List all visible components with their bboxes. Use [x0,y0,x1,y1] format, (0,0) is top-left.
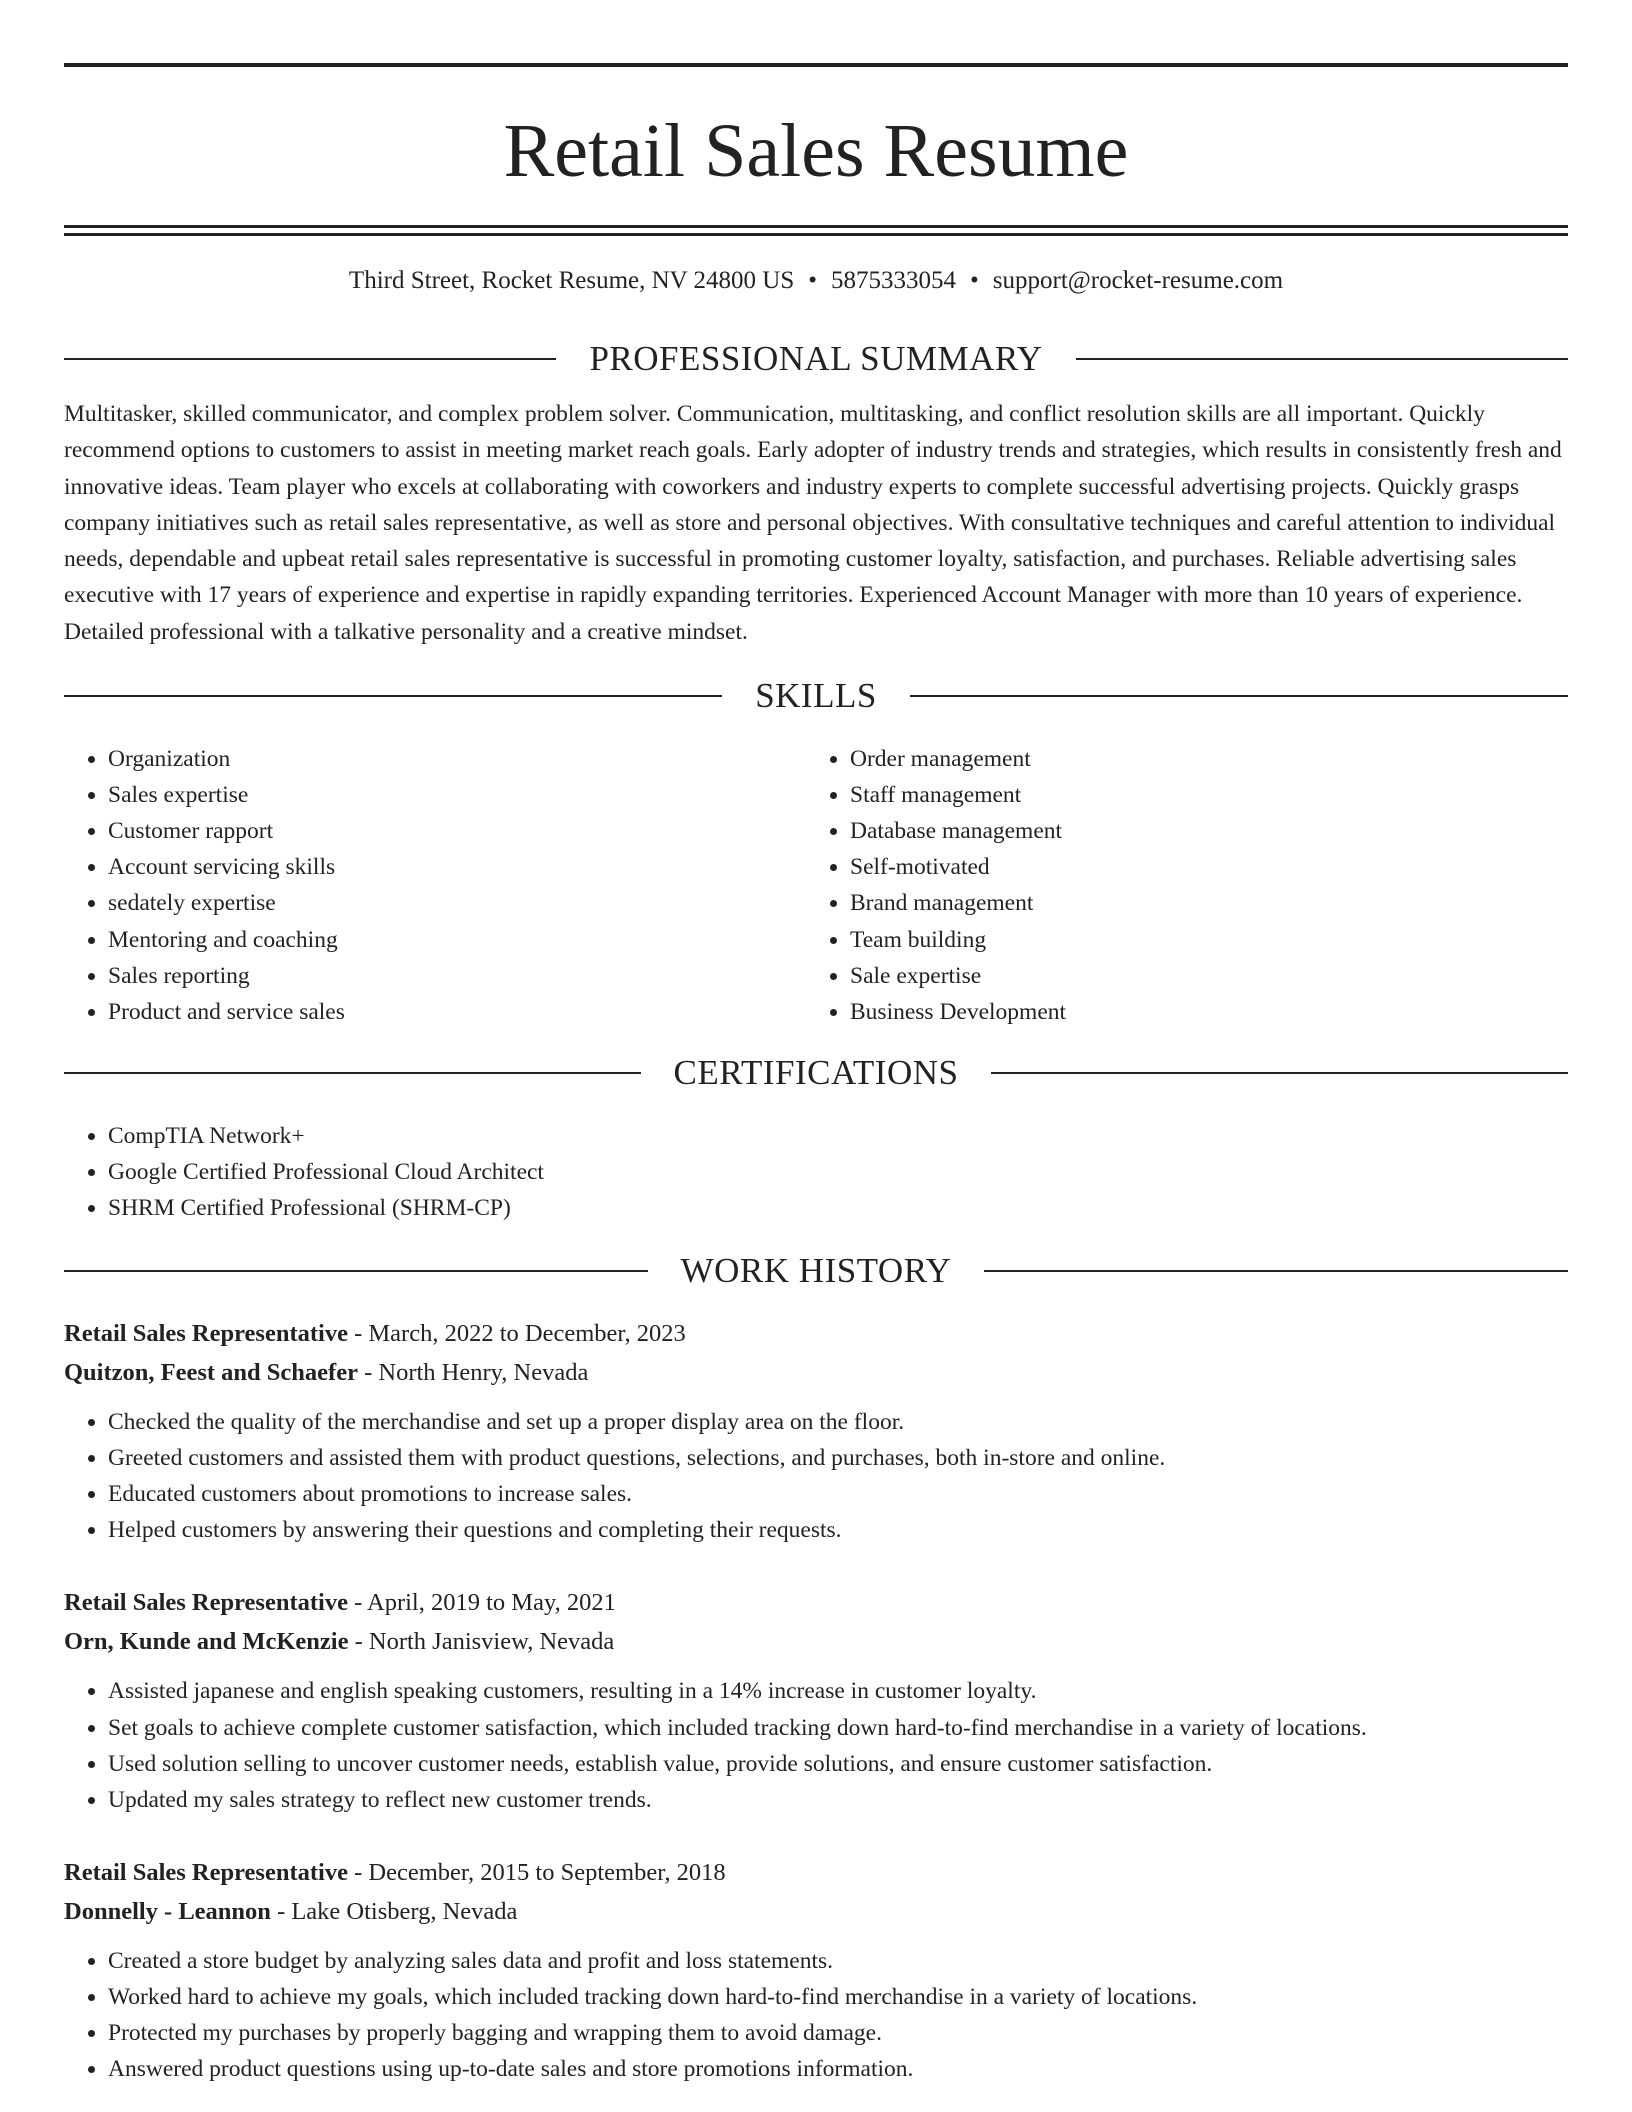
heading-rule-right [1076,358,1568,360]
job-dates: - March, 2022 to December, 2023 [347,1320,686,1348]
certifications-heading [64,1050,1568,1096]
job-company: Donnelly - Leannon [64,1897,271,1925]
resume-page [64,0,1568,2087]
job-bullet: • Updated my sales strategy to reflect new customer trends. [108,1782,1568,1818]
heading-rule-left [64,1072,641,1074]
job-location: - Lake Otisberg, Nevada [270,1897,518,1925]
contact-email: support@rocket-resume.com [992,267,1284,294]
heading-rule-left [64,1270,648,1272]
skill-item: • Sales expertise [108,777,806,813]
job-bullet: • Greeted customers and assisted them with product questions, selections, and purchases, both in-store and online. [108,1440,1568,1476]
skill-item: • Business Development [850,994,1548,1030]
job-bullets [64,1943,1568,2087]
skill-item: • Sale expertise [850,958,1548,994]
job-bullet: • Worked hard to achieve my goals, which included tracking down hard-to-find merchandise in a variety of locations. [108,1979,1568,2015]
top-rule [64,63,1568,67]
heading-rule-right [910,695,1568,697]
job-entry [64,1853,1568,2087]
job-bullets [64,1673,1568,1817]
skill-item: • Organization [108,741,806,777]
job-dates: - December, 2015 to September, 2018 [347,1858,726,1886]
skill-item: • Order management [850,741,1548,777]
job-location: - North Henry, Nevada [357,1359,589,1387]
job-role: Retail Sales Representative [64,1589,348,1617]
job-role-line [64,1583,1568,1622]
job-bullet: • Checked the quality of the merchandise and set up a proper display area on the floor. [108,1404,1568,1440]
certifications-heading-label: CERTIFICATIONS [673,1052,959,1092]
skill-item: • Staff management [850,777,1548,813]
job-role-line [64,1314,1568,1353]
skills-heading-label: SKILLS [755,676,877,716]
job-bullet: • Answered product questions using up-to-date sales and store promotions information. [108,2051,1568,2087]
skill-item: • Product and service sales [108,994,806,1030]
job-bullets [64,1404,1568,1548]
contact-phone: 5875333054 [831,267,957,294]
heading-rule-right [984,1270,1568,1272]
job-role-line [64,1853,1568,1892]
skill-item: • Brand management [850,885,1548,921]
contact-separator: • [970,267,979,294]
job-bullet: • Helped customers by answering their questions and completing their requests. [108,1512,1568,1548]
summary-text: Multitasker, skilled communicator, and complex problem solver. Communication, multitasking, and conflict resolution skills are all important. Quickly recommend options to customers to assist in meeting market reach goals. Early adopter of industry trends and strategies, which results in consistently fresh and innovative ideas. Team player who excels at collaborating with coworkers and industry experts to complete successful advertising projects. Quickly grasps company initiatives such as retail sales representative, as well as store and personal objectives. With consultative techniques and careful attention to individual needs, dependable and upbeat retail sales representative is successful in promoting customer loyalty, satisfaction, and purchases. Reliable advertising sales executive with 17 years of experience and expertise in rapidly expanding territories. Experienced Account Manager with more than 10 years of experience. Detailed professional with a talkative personality and a creative mindset. [64,401,1562,645]
title-double-rule [64,225,1568,236]
summary-heading-label: PROFESSIONAL SUMMARY [589,339,1043,378]
certification-item: • Google Certified Professional Cloud Architect [108,1154,1568,1190]
job-dates: - April, 2019 to May, 2021 [347,1589,616,1617]
job-bullet: • Educated customers about promotions to increase sales. [108,1476,1568,1512]
job-company: Quitzon, Feest and Schaefer [64,1359,358,1387]
skills-heading [64,673,1568,719]
skills-list [64,741,1568,1030]
job-company-line [64,1353,1568,1392]
certification-item: • SHRM Certified Professional (SHRM-CP) [108,1190,1568,1226]
skills-column-left [64,741,806,1030]
skill-item: • Sales reporting [108,958,806,994]
job-bullet: • Used solution selling to uncover customer needs, establish value, provide solutions, and ensure customer satisfaction. [108,1746,1568,1782]
heading-rule-left [64,695,722,697]
skill-item: • Team building [850,922,1548,958]
contact-separator: • [808,267,818,294]
job-bullet: • Created a store budget by analyzing sales data and profit and loss statements. [108,1943,1568,1979]
job-company-line [64,1622,1568,1661]
skill-item: • Customer rapport [108,813,806,849]
certification-item: • CompTIA Network+ [108,1118,1568,1154]
job-bullet: • Set goals to achieve complete customer satisfaction, which included tracking down hard-to-find merchandise in a variety of locations. [108,1710,1568,1746]
contact-line [64,264,1568,298]
certifications-list [64,1118,1568,1226]
job-entry [64,1314,1568,1548]
skill-item: • Database management [850,813,1548,849]
job-company: Orn, Kunde and McKenzie [64,1628,349,1656]
heading-rule-right [991,1072,1568,1074]
skill-item: • Account servicing skills [108,849,806,885]
job-role: Retail Sales Representative [64,1858,348,1886]
heading-rule-left [64,358,556,360]
job-bullet: • Assisted japanese and english speaking customers, resulting in a 14% increase in customer loyalty. [108,1673,1568,1709]
job-entry [64,1583,1568,1817]
skill-item: • Self-motivated [850,849,1548,885]
job-role: Retail Sales Representative [64,1320,348,1348]
contact-address: Third Street, Rocket Resume, NV 24800 US [348,267,795,294]
work-history-heading-label: WORK HISTORY [680,1251,952,1291]
resume-title: Retail Sales Resume [503,109,1129,193]
skill-item: • Mentoring and coaching [108,922,806,958]
job-company-line [64,1892,1568,1931]
job-bullet: • Protected my purchases by properly bagging and wrapping them to avoid damage. [108,2015,1568,2051]
work-history-heading [64,1248,1568,1294]
summary-heading [64,336,1568,382]
job-location: - North Janisview, Nevada [348,1628,615,1656]
skills-column-right [806,741,1548,1030]
skill-item: • sedately expertise [108,885,806,921]
